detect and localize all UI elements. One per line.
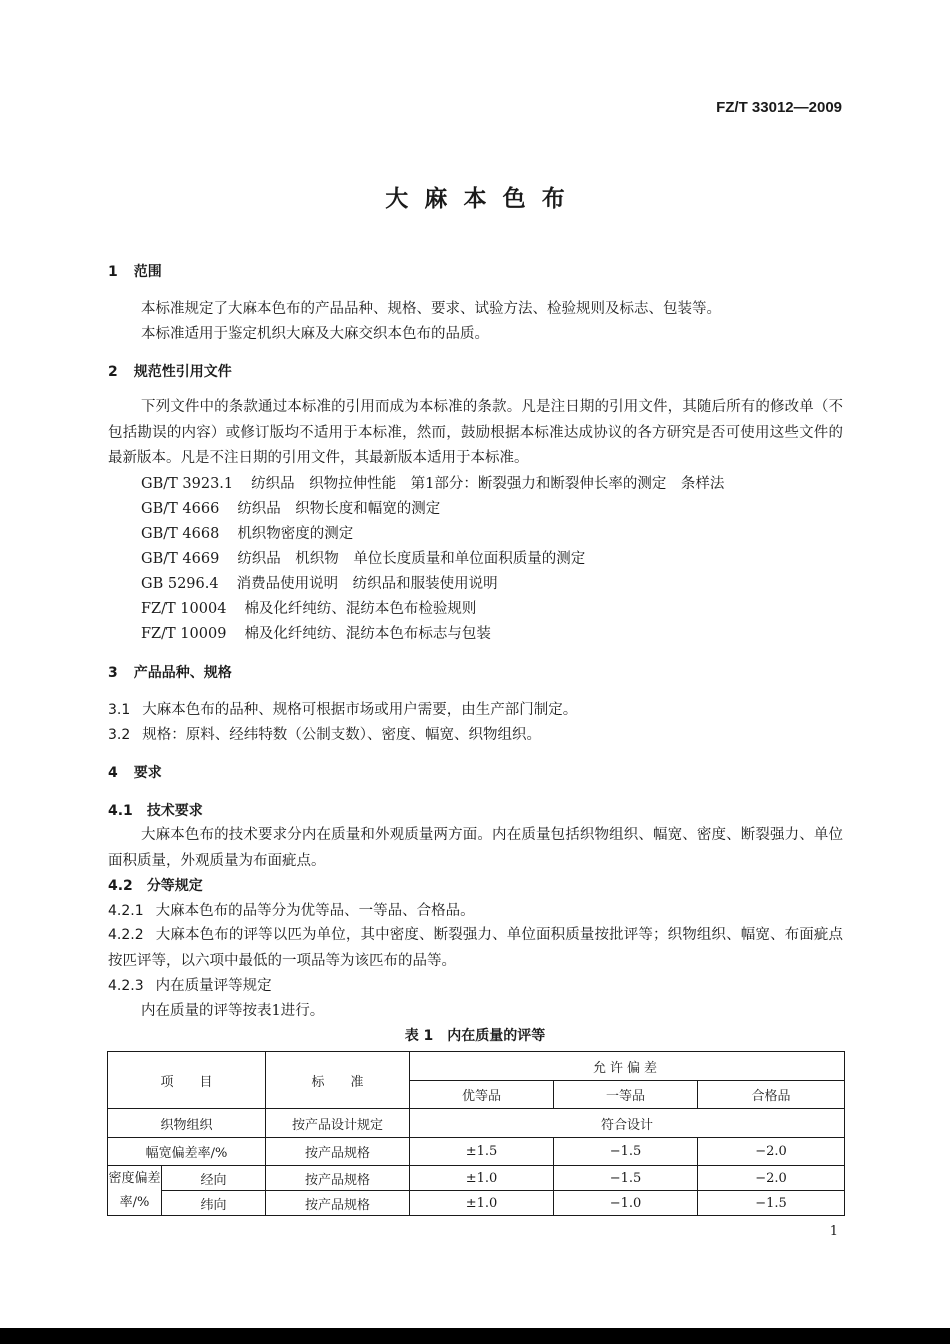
reference-code: GB/T 3923.1 — [141, 476, 234, 492]
cell-standard: 按产品设计规定 — [266, 1109, 410, 1138]
section-4-heading — [108, 762, 162, 782]
cell-merged-deviation: 符合设计 — [410, 1109, 845, 1138]
clause-4-2-2 — [108, 923, 843, 974]
reference-code: GB/T 4669 — [141, 551, 220, 567]
density-label-line: 率/% — [119, 1194, 150, 1210]
reference-item — [141, 622, 491, 643]
header-grade-qualified: 合格品 — [698, 1081, 845, 1109]
cell-standard: 按产品规格 — [266, 1191, 410, 1216]
clause-number: 3.1 — [108, 702, 131, 718]
cell-grade-qualified: −2.0 — [698, 1166, 845, 1191]
cell-grade-first: −1.5 — [554, 1138, 698, 1166]
paragraph: 大麻本色布的技术要求分内在质量和外观质量两方面。内在质量包括织物组织、幅宽、密度、断裂强力、单位面积质量，外观质量为布面疵点。 — [108, 827, 843, 869]
cell-sub-item: 纬向 — [162, 1191, 266, 1216]
paragraph: 内在质量的评等按表1进行。 — [141, 1003, 325, 1019]
clause-title: 技术要求 — [146, 803, 203, 819]
section-1-heading — [108, 261, 162, 281]
reference-item — [141, 597, 476, 618]
cell-item: 织物组织 — [108, 1109, 266, 1138]
header-item: 项 目 — [108, 1052, 266, 1109]
clause-3-1 — [108, 698, 577, 719]
table-caption: 表 1 内在质量的评等 — [404, 1028, 546, 1044]
cell-sub-item: 经向 — [162, 1166, 266, 1191]
reference-code: GB/T 4666 — [141, 501, 220, 517]
clause-4-2-3 — [108, 974, 272, 995]
clause-3-2 — [108, 723, 541, 744]
section-number: 1 — [108, 264, 118, 280]
reference-title: 纺织品 织物拉伸性能 第1部分：断裂强力和断裂伸长率的测定 条样法 — [251, 476, 725, 492]
reference-title: 纺织品 机织物 单位长度质量和单位面积质量的测定 — [237, 551, 586, 567]
cell-grade-superior: ±1.0 — [410, 1166, 554, 1191]
reference-item — [141, 522, 353, 543]
table-row — [108, 1166, 845, 1191]
paragraph: 本标准适用于鉴定机织大麻及大麻交织本色布的品质。 — [141, 326, 489, 342]
cell-standard: 按产品规格 — [266, 1138, 410, 1166]
reference-code: FZ/T 10004 — [141, 601, 227, 617]
page-number: 1 — [829, 1224, 838, 1239]
standard-number: FZ/T 33012—2009 — [716, 99, 842, 116]
cell-grade-qualified: −2.0 — [698, 1138, 845, 1166]
clause-number: 3.2 — [108, 727, 131, 743]
reference-title: 机织物密度的测定 — [237, 526, 354, 542]
clause-number: 4.2 — [108, 878, 133, 894]
cell-grade-qualified: −1.5 — [698, 1191, 845, 1216]
reference-item — [141, 547, 585, 568]
section-number: 2 — [108, 364, 118, 380]
cell-grade-first: −1.0 — [554, 1191, 698, 1216]
reference-code: GB 5296.4 — [141, 576, 219, 592]
section-title: 范围 — [133, 264, 162, 280]
cell-item: 幅宽偏差率/% — [108, 1138, 266, 1166]
clause-number: 4.1 — [108, 803, 133, 819]
reference-code: FZ/T 10009 — [141, 626, 227, 642]
table-header-row — [108, 1052, 845, 1081]
section-number: 3 — [108, 665, 118, 681]
section-3-heading — [108, 662, 232, 682]
reference-item — [141, 497, 440, 518]
section-title: 产品品种、规格 — [133, 665, 232, 681]
header-standard: 标 准 — [266, 1052, 410, 1109]
reference-title: 棉及化纤纯纺、混纺本色布标志与包装 — [244, 626, 491, 642]
density-label-line: 密度偏差 — [108, 1170, 161, 1186]
bottom-edge-bar — [0, 1328, 950, 1344]
section-title: 要求 — [133, 765, 162, 781]
cell-grade-superior: ±1.5 — [410, 1138, 554, 1166]
clause-text: 大麻本色布的品等分为优等品、一等品、合格品。 — [155, 903, 475, 919]
clause-number: 4.2.2 — [108, 927, 144, 943]
section-2-heading — [108, 361, 232, 381]
cell-grade-first: −1.5 — [554, 1166, 698, 1191]
clause-text: 大麻本色布的品种、规格可根据市场或用户需要，由生产部门制定。 — [142, 702, 578, 718]
reference-item — [141, 572, 498, 593]
paragraph: 本标准规定了大麻本色布的产品品种、规格、要求、试验方法、检验规则及标志、包装等。 — [141, 301, 721, 317]
reference-title: 棉及化纤纯纺、混纺本色布检验规则 — [244, 601, 477, 617]
clause-number: 4.2.3 — [108, 978, 144, 994]
paragraph: 下列文件中的条款通过本标准的引用而成为本标准的条款。凡是注日期的引用文件，其随后所有的修改单（不包括勘误的内容）或修订版均不适用于本标准，然而，鼓励根据本标准达成协议的各方研究是否可使用这些文件的最新版本。凡是不注日期的引用文件，其最新版本适用于本标准。 — [108, 399, 843, 466]
header-allowed-deviation: 允许偏差 — [410, 1052, 845, 1081]
clause-text: 内在质量评等规定 — [155, 978, 272, 994]
section-title: 规范性引用文件 — [133, 364, 232, 380]
quality-grading-table — [107, 1051, 845, 1216]
section-number: 4 — [108, 765, 118, 781]
cell-grade-superior: ±1.0 — [410, 1191, 554, 1216]
clause-title: 分等规定 — [146, 878, 203, 894]
clause-4-2-1 — [108, 899, 475, 920]
table-row — [108, 1138, 845, 1166]
document-title: 大麻本色布 — [385, 186, 581, 212]
table-row — [108, 1109, 845, 1138]
clause-4-2-heading — [108, 875, 203, 895]
reference-title: 纺织品 织物长度和幅宽的测定 — [237, 501, 441, 517]
clause-4-1-heading — [108, 800, 203, 820]
header-grade-first: 一等品 — [554, 1081, 698, 1109]
reference-title: 消费品使用说明 纺织品和服装使用说明 — [236, 576, 498, 592]
table-row — [108, 1191, 845, 1216]
reference-code: GB/T 4668 — [141, 526, 220, 542]
header-grade-superior: 优等品 — [410, 1081, 554, 1109]
clause-text: 大麻本色布的评等以匹为单位，其中密度、断裂强力、单位面积质量按批评等；织物组织、幅宽、布面疵点按匹评等，以六项中最低的一项品等为该匹布的品等。 — [108, 927, 843, 969]
clause-number: 4.2.1 — [108, 903, 144, 919]
clause-text: 规格：原料、经纬特数（公制支数）、密度、幅宽、织物组织。 — [142, 727, 542, 743]
cell-standard: 按产品规格 — [266, 1166, 410, 1191]
cell-density-label — [108, 1166, 162, 1216]
reference-item — [141, 472, 724, 493]
